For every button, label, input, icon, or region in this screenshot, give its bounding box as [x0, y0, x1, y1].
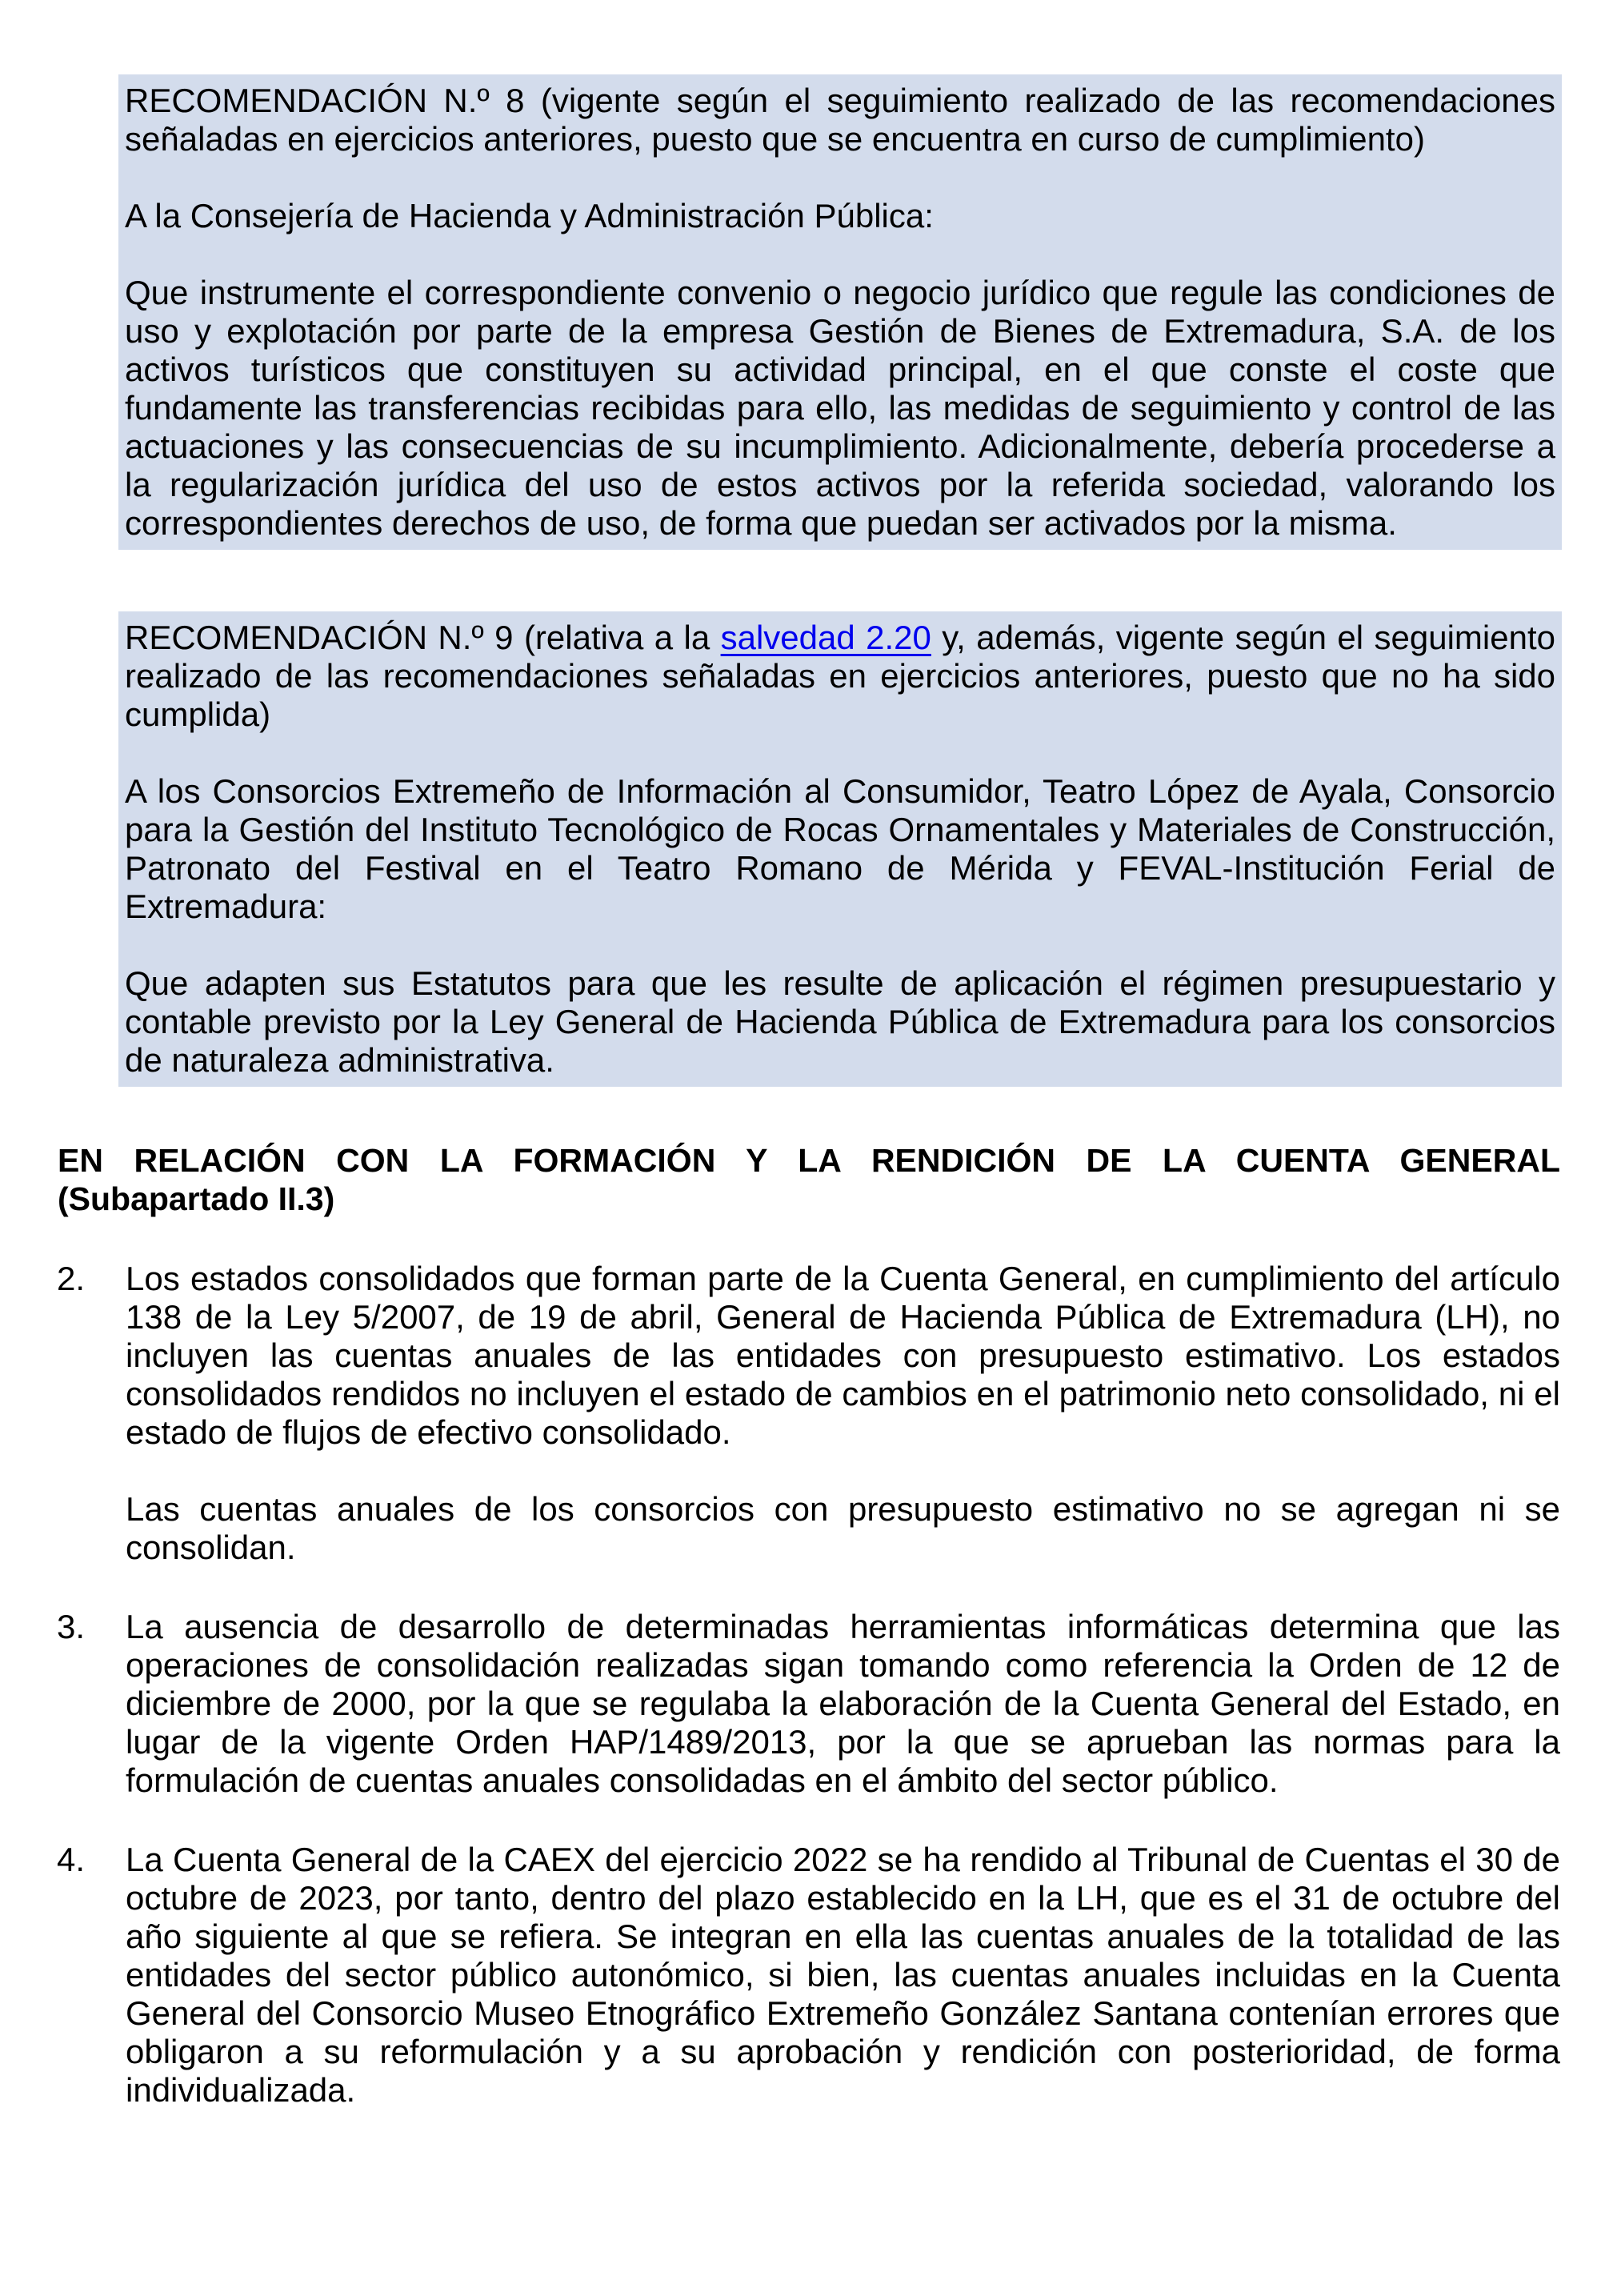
- list-item-2-paragraph-1: Los estados consolidados que forman parte de la Cuenta General, en cumplimiento del artículo 138 de la Ley 5/2007, de 19 de abril, General de Hacienda Pública de Extremadura (LH), no incluyen las cuentas anuales de las entidades con presupuesto estimativo. Los estados consolidados rendidos no incluyen el estado de cambios en el patrimonio neto consolidado, ni el estado de flujos de efectivo consolidado.: [126, 1260, 1560, 1451]
- list-item-3-content: [126, 1608, 1560, 1800]
- list-item-3: [57, 1608, 1560, 1800]
- recommendation-9-intro-start: RECOMENDACIÓN N.º 9 (relativa a la: [125, 619, 721, 656]
- list-item-4: [57, 1841, 1560, 2110]
- list-item-4-content: [126, 1841, 1560, 2110]
- recommendation-8-block: [118, 74, 1562, 550]
- list-item-4-number: 4.: [57, 1841, 86, 1878]
- list-item-2: [57, 1260, 1560, 1567]
- list-item-4-paragraph-1: La Cuenta General de la CAEX del ejercicio 2022 se ha rendido al Tribunal de Cuentas el 30 de octubre de 2023, por tanto, dentro del plazo establecido en la LH, que es el 31 de octubre del año siguiente al que se refiera. Se integran en ella las cuentas anuales de la totalidad de las entidades del sector público autonómico, si bien, las cuentas anuales incluidas en la Cuenta General del Consorcio Museo Etnográfico Extremeño González Santana contenían errores que obligaron a su reformulación y a su aprobación y rendición con posterioridad, de forma individualizada.: [126, 1841, 1560, 2109]
- recommendation-9-intro: [125, 619, 1555, 734]
- recommendation-9-intro-end: y, además, vigente según el seguimiento realizado de las recomendaciones señaladas en ejercicios anteriores, puesto que no ha sido cumplida): [125, 619, 1555, 733]
- document-page: [0, 74, 1617, 2110]
- salvedad-2-20-link[interactable]: salvedad 2.20: [720, 619, 931, 656]
- recommendation-9-addressee: A los Consorcios Extremeño de Información al Consumidor, Teatro López de Ayala, Consorcio para la Gestión del Instituto Tecnológico de Rocas Ornamentales y Materiales de Construcción, Patronato del Festival en el Teatro Romano de Mérida y FEVAL-Institución Ferial de Extremadura:: [125, 772, 1555, 925]
- section-heading-line1: EN RELACIÓN CON LA FORMACIÓN Y LA RENDICIÓN DE LA CUENTA GENERAL: [58, 1142, 1560, 1179]
- section-heading: [58, 1141, 1560, 1218]
- numbered-paragraph-list: [57, 1260, 1560, 2110]
- list-item-2-paragraph-2: Las cuentas anuales de los consorcios con presupuesto estimativo no se agregan ni se consolidan.: [126, 1490, 1560, 1566]
- recommendation-8-addressee: A la Consejería de Hacienda y Administración Pública:: [125, 197, 934, 234]
- recommendation-8-body: Que instrumente el correspondiente convenio o negocio jurídico que regule las condiciones de uso y explotación por parte de la empresa Gestión de Bienes de Extremadura, S.A. de los activos turísticos que constituyen su actividad principal, en el que conste el coste que fundamente las transferencias recibidas para ello, las medidas de seguimiento y control de las actuaciones y las consecuencias de su incumplimiento. Adicionalmente, debería procederse a la regularización jurídica del uso de estos activos por la referida sociedad, valorando los correspondientes derechos de uso, de forma que puedan ser activados por la misma.: [125, 274, 1555, 542]
- list-item-2-number: 2.: [57, 1260, 86, 1297]
- list-item-3-number: 3.: [57, 1608, 86, 1645]
- section-heading-line2: (Subapartado II.3): [58, 1180, 335, 1217]
- recommendation-9-body: Que adapten sus Estatutos para que les resulte de aplicación el régimen presupuestario y contable previsto por la Ley General de Hacienda Pública de Extremadura para los consorcios de naturaleza administrativa.: [125, 964, 1555, 1079]
- recommendation-9-block: [118, 611, 1562, 1087]
- recommendation-8-intro: RECOMENDACIÓN N.º 8 (vigente según el seguimiento realizado de las recomendaciones señaladas en ejercicios anteriores, puesto que se encuentra en curso de cumplimiento): [125, 82, 1555, 158]
- list-item-2-content: [126, 1260, 1560, 1567]
- list-item-3-paragraph-1: La ausencia de desarrollo de determinadas herramientas informáticas determina que las operaciones de consolidación realizadas sigan tomando como referencia la Orden de 12 de diciembre de 2000, por la que se regulaba la elaboración de la Cuenta General del Estado, en lugar de la vigente Orden HAP/1489/2013, por la que se aprueban las normas para la formulación de cuentas anuales consolidadas en el ámbito del sector público.: [126, 1608, 1560, 1799]
